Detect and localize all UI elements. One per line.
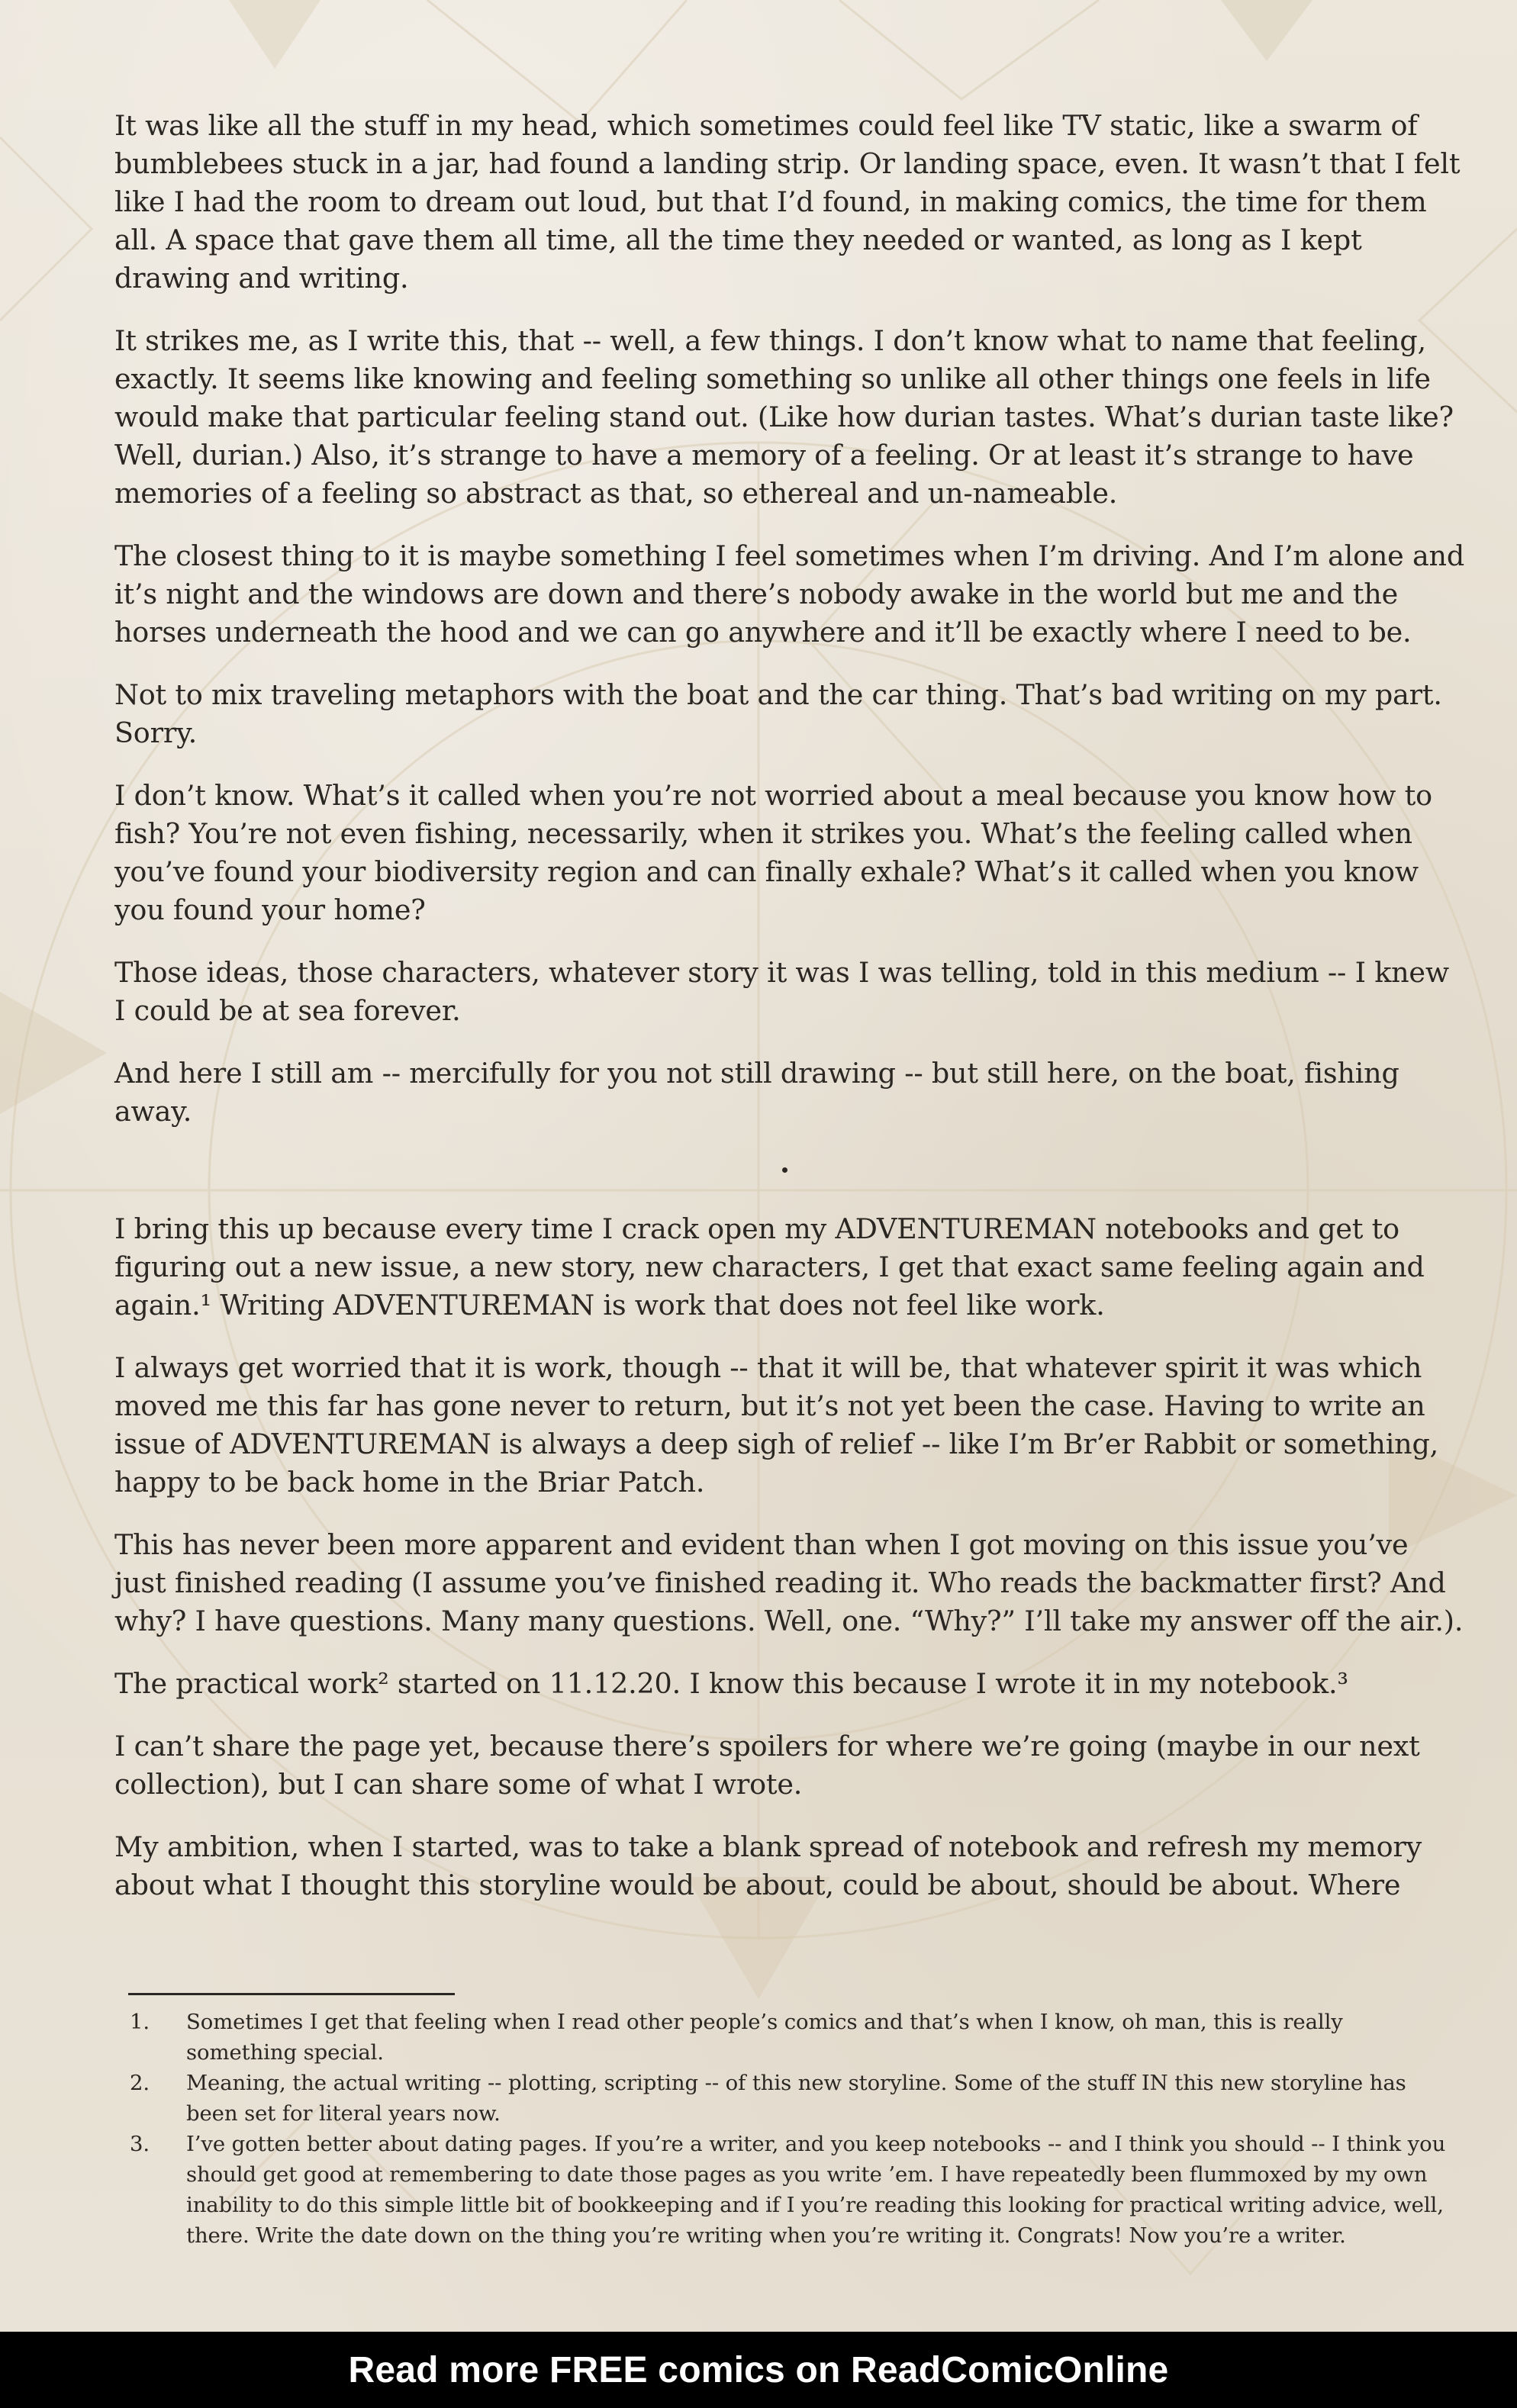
paragraph: My ambition, when I started, was to take a blank spread of notebook and refresh my memory about what I thought this storyline would be about, could be about, should be about. Where bbox=[114, 1830, 1422, 1901]
footnote-number: 3. bbox=[130, 2132, 150, 2156]
footnote-divider bbox=[128, 1993, 455, 1995]
paragraph: Those ideas, those characters, whatever story it was I was telling, told in this medium -- I knew I could be at sea forever. bbox=[114, 956, 1449, 1027]
paragraph: It strikes me, as I write this, that -- well, a few things. I don’t know what to name that feeling, exactly. It seems like knowing and feeling something so unlike all other things one feels in life would make that particular feeling stand out. (Like how durian tastes. What’s durian taste like? Well, durian.) Also, it’s strange to have a memory of a feeling. Or at least it’s strange to have memories of a feeling so abstract as that, so ethereal and un-nameable. bbox=[114, 324, 1454, 510]
footnote-item bbox=[114, 2068, 1457, 2129]
footnote-item bbox=[114, 2007, 1457, 2068]
paragraph: I can’t share the page yet, because there’s spoilers for where we’re going (maybe in our next collection), but I can share some of what I wrote. bbox=[114, 1730, 1420, 1801]
paragraph: It was like all the stuff in my head, which sometimes could feel like TV static, like a swarm of bumblebees stuck in a jar, had found a landing strip. Or landing space, even. It wasn’t that I felt like I had the room to dream out loud, but that I’d found, in making comics, the time for them all. A space that gave them all time, all the time they needed or wanted, as long as I kept drawing and writing. bbox=[114, 109, 1461, 295]
paragraph: I don’t know. What’s it called when you’re not worried about a meal because you know how to fish? You’re not even fishing, necessarily, when it strikes you. What’s the feeling called when you’ve found your biodiversity region and can finally exhale? What’s it called when you know you found your home? bbox=[114, 779, 1432, 926]
paragraph: And here I still am -- mercifully for you not still drawing -- but still here, on the boat, fishing away. bbox=[114, 1057, 1399, 1128]
footnote-text: Meaning, the actual writing -- plotting, scripting -- of this new storyline. Some of the stuff IN this new storyline has been set for literal years now. bbox=[186, 2071, 1406, 2126]
paragraph: The closest thing to it is maybe something I feel sometimes when I’m driving. And I’m alone and it’s night and the windows are down and there’s nobody awake in the world but me and the horses underneath the hood and we can go anywhere and it’ll be exactly where I need to be. bbox=[114, 539, 1464, 649]
footnote-text: Sometimes I get that feeling when I read other people’s comics and that’s when I know, oh man, this is really something special. bbox=[186, 2010, 1343, 2065]
paragraph: Not to mix traveling metaphors with the boat and the car thing. That’s bad writing on my part. Sorry. bbox=[114, 678, 1442, 749]
paragraph: This has never been more apparent and evident than when I got moving on this issue you’ve just finished reading (I assume you’ve finished reading it. Who reads the backmatter first? And why? I have questions. Many many questions. Well, one. “Why?” I’ll take my answer off the air.). bbox=[114, 1528, 1464, 1637]
section-separator-dot bbox=[114, 1151, 1465, 1189]
footnote-text: I’ve gotten better about dating pages. If you’re a writer, and you keep notebooks -- and I think you should -- I think you should get good at remembering to date those pages as you write ’em. I have repeatedly been flummoxed by my own inability to do this simple little bit of bookkeeping and if I you’re reading this looking for practical writing advice, well, there. Write the date down on the thing you’re writing when you’re writing it. Congrats! Now you’re a writer. bbox=[186, 2132, 1446, 2248]
article-body bbox=[114, 107, 1465, 1929]
footnote-number: 2. bbox=[130, 2071, 150, 2095]
footnote-number: 1. bbox=[130, 2010, 150, 2034]
footnote-item bbox=[114, 2129, 1457, 2251]
paragraph: The practical work² started on 11.12.20. I know this because I wrote it in my notebook.³ bbox=[114, 1667, 1348, 1700]
promo-banner[interactable] bbox=[0, 2332, 1517, 2408]
promo-banner-text[interactable]: Read more FREE comics on ReadComicOnline bbox=[348, 2349, 1169, 2390]
footnotes-list bbox=[114, 2007, 1457, 2251]
paragraph: I bring this up because every time I crack open my ADVENTUREMAN notebooks and get to figuring out a new issue, a new story, new characters, I get that exact same feeling again and again.¹ Writing ADVENTUREMAN is work that does not feel like work. bbox=[114, 1212, 1425, 1322]
paragraph: I always get worried that it is work, though -- that it will be, that whatever spirit it was which moved me this far has gone never to return, but it’s not yet been the case. Having to write an issue of ADVENTUREMAN is always a deep sigh of relief -- like I’m Br’er Rabbit or something, happy to be back home in the Briar Patch. bbox=[114, 1351, 1439, 1499]
